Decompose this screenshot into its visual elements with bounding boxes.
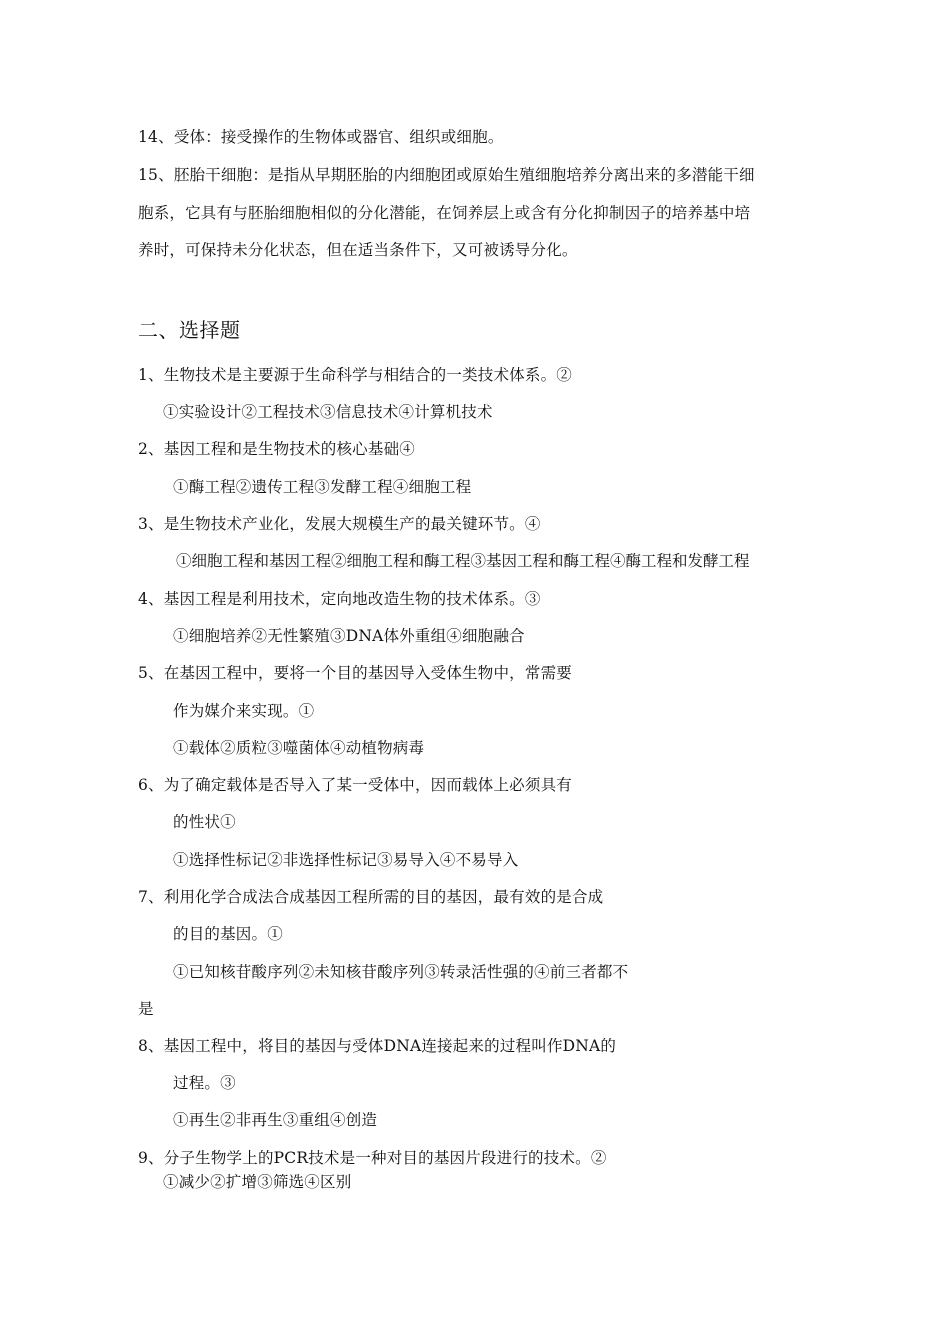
question-3-stem: 3、是生物技术产业化，发展大规模生产的最关键环节。④ bbox=[138, 515, 541, 533]
question-7-options-line-1: ①已知核苷酸序列②未知核苷酸序列③转录活性强的④前三者都不 bbox=[173, 963, 629, 981]
question-7-stem-line-1: 7、利用化学合成法合成基因工程所需的目的基因，最有效的是合成 bbox=[138, 888, 604, 906]
question-4-stem: 4、基因工程是利用技术，定向地改造生物的技术体系。③ bbox=[138, 590, 541, 608]
question-9-options: ①减少②扩增③筛选④区别 bbox=[163, 1173, 352, 1191]
definition-15-line-1: 15、胚胎干细胞：是指从早期胚胎的内细胞团或原始生殖细胞培养分离出来的多潜能干细 bbox=[138, 166, 755, 184]
question-1-options: ①实验设计②工程技术③信息技术④计算机技术 bbox=[163, 403, 493, 421]
question-1-stem: 1、生物技术是主要源于生命科学与相结合的一类技术体系。② bbox=[138, 366, 572, 384]
question-4-options: ①细胞培养②无性繁殖③DNA体外重组④细胞融合 bbox=[173, 627, 525, 645]
section-title: 二、选择题 bbox=[138, 318, 241, 342]
question-7-stem-line-2: 的目的基因。① bbox=[173, 925, 283, 943]
question-3-options: ①细胞工程和基因工程②细胞工程和酶工程③基因工程和酶工程④酶工程和发酵工程 bbox=[176, 552, 750, 570]
definition-15-line-3: 养时，可保持未分化状态，但在适当条件下，又可被诱导分化。 bbox=[138, 241, 578, 259]
definition-14: 14、受体：接受操作的生物体或器官、组织或细胞。 bbox=[138, 128, 504, 146]
question-7-options-line-2: 是 bbox=[138, 1000, 154, 1018]
question-5-stem-line-1: 5、在基因工程中，要将一个目的基因导入受体生物中，常需要 bbox=[138, 664, 572, 682]
question-9-stem: 9、分子生物学上的PCR技术是一种对目的基因片段进行的技术。② bbox=[138, 1149, 607, 1167]
question-8-stem-line-2: 过程。③ bbox=[173, 1074, 236, 1092]
question-5-stem-line-2: 作为媒介来实现。① bbox=[173, 702, 315, 720]
question-6-stem-line-2: 的性状① bbox=[173, 813, 236, 831]
question-5-options: ①载体②质粒③噬菌体④动植物病毒 bbox=[173, 739, 425, 757]
question-8-options: ①再生②非再生③重组④创造 bbox=[173, 1111, 378, 1129]
question-6-options: ①选择性标记②非选择性标记③易导入④不易导入 bbox=[173, 851, 519, 869]
definition-15-line-2: 胞系，它具有与胚胎细胞相似的分化潜能，在饲养层上或含有分化抑制因子的培养基中培 bbox=[138, 204, 751, 222]
question-2-options: ①酶工程②遗传工程③发酵工程④细胞工程 bbox=[173, 478, 472, 496]
question-6-stem-line-1: 6、为了确定载体是否导入了某一受体中，因而载体上必须具有 bbox=[138, 776, 572, 794]
question-8-stem-line-1: 8、基因工程中，将目的基因与受体DNA连接起来的过程叫作DNA的 bbox=[138, 1037, 617, 1055]
question-2-stem: 2、基因工程和是生物技术的核心基础④ bbox=[138, 440, 415, 458]
